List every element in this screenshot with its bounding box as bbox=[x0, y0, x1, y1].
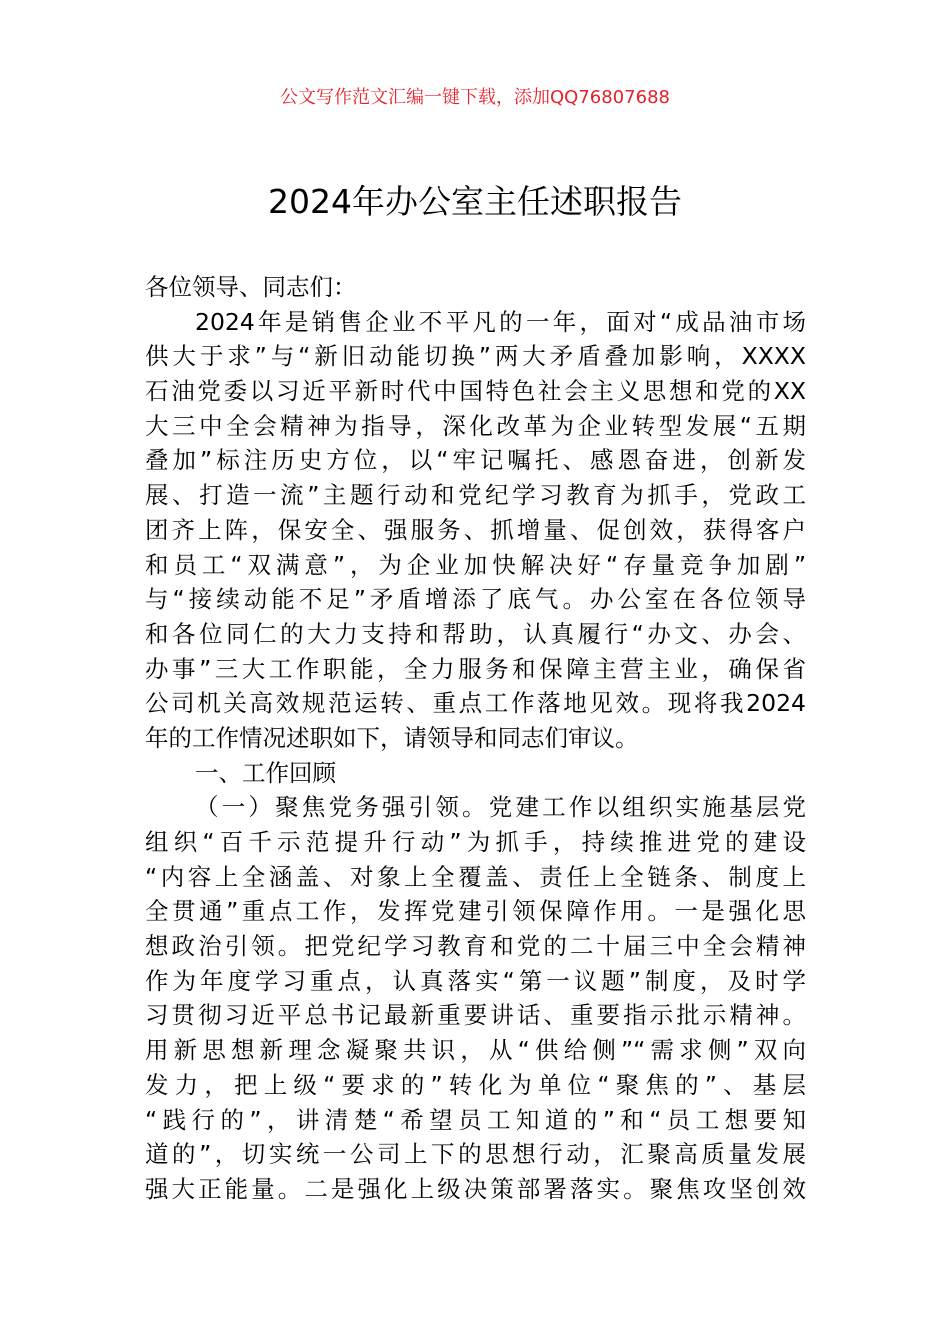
text-line: 年的工作情况述职如下，请领导和同志们审议。 bbox=[145, 723, 639, 752]
salutation: 各位领导、同志们： bbox=[145, 273, 357, 301]
text-line: 大三中全会精神为指导，深化改革为企业转型发展“五期 bbox=[145, 411, 806, 440]
text-line: 展、打造一流”主题行动和党纪学习教育为抓手，党政工 bbox=[145, 481, 806, 510]
text-line: 公司机关高效规范运转、重点工作落地见效。现将我2024 bbox=[145, 689, 806, 718]
text-line: 团齐上阵，保安全、强服务、抓增量、促创效，获得客户 bbox=[145, 515, 806, 544]
text-line: 发力，把上级“要求的”转化为单位“聚焦的”、基层 bbox=[145, 1070, 806, 1099]
text-line: “内容上全涵盖、对象上全覆盖、责任上全链条、制度上 bbox=[145, 862, 806, 891]
text-line: 强大正能量。二是强化上级决策部署落实。聚焦攻坚创效 bbox=[145, 1174, 806, 1203]
text-line: 用新思想新理念凝聚共识，从“供给侧”“需求侧”双向 bbox=[145, 1036, 806, 1065]
text-line: 和员工“双满意”，为企业加快解决好“存量竞争加剧” bbox=[145, 550, 806, 579]
text-line: 石油党委以习近平新时代中国特色社会主义思想和党的XX bbox=[145, 377, 806, 406]
text-line: 组织“百千示范提升行动”为抓手，持续推进党的建设 bbox=[145, 828, 806, 856]
section-heading: 一、工作回顾 bbox=[195, 758, 336, 787]
text-line: 与“接续动能不足”矛盾增添了底气。办公室在各位领导 bbox=[145, 585, 806, 614]
text-line: 叠加”标注历史方位，以“牢记嘱托、感恩奋进，创新发 bbox=[145, 446, 806, 475]
document-body bbox=[145, 270, 806, 1207]
document-title: 2024年办公室主任述职报告 bbox=[268, 182, 682, 221]
text-line: 全贯通”重点工作，发挥党建引领保障作用。一是强化思 bbox=[145, 897, 806, 926]
paragraph-party-work bbox=[145, 790, 806, 1206]
watermark-banner: 公文写作范文汇编一键下载，添加QQ76807688 bbox=[280, 87, 670, 108]
text-line: “践行的”，讲清楚“希望员工知道的”和“员工想要知 bbox=[145, 1105, 806, 1134]
text-line: 习贯彻习近平总书记最新重要讲话、重要指示批示精神。 bbox=[145, 1001, 806, 1030]
paragraph-intro bbox=[145, 305, 806, 756]
text-line: 供大于求”与“新旧动能切换”两大矛盾叠加影响，XXXX bbox=[145, 342, 806, 371]
text-line: 和各位同仁的大力支持和帮助，认真履行“办文、办会、 bbox=[145, 619, 806, 648]
text-line: （一）聚焦党务强引领。党建工作以组织实施基层党 bbox=[195, 793, 806, 822]
text-line: 道的”，切实统一公司上下的思想行动，汇聚高质量发展 bbox=[145, 1140, 806, 1169]
text-line: 办事”三大工作职能，全力服务和保障主营主业，确保省 bbox=[145, 654, 806, 683]
text-line: 作为年度学习重点，认真落实“第一议题”制度，及时学 bbox=[145, 966, 806, 995]
text-line: 2024年是销售企业不平凡的一年，面对“成品油市场 bbox=[195, 307, 806, 336]
text-line: 想政治引领。把党纪学习教育和党的二十届三中全会精神 bbox=[145, 932, 806, 961]
